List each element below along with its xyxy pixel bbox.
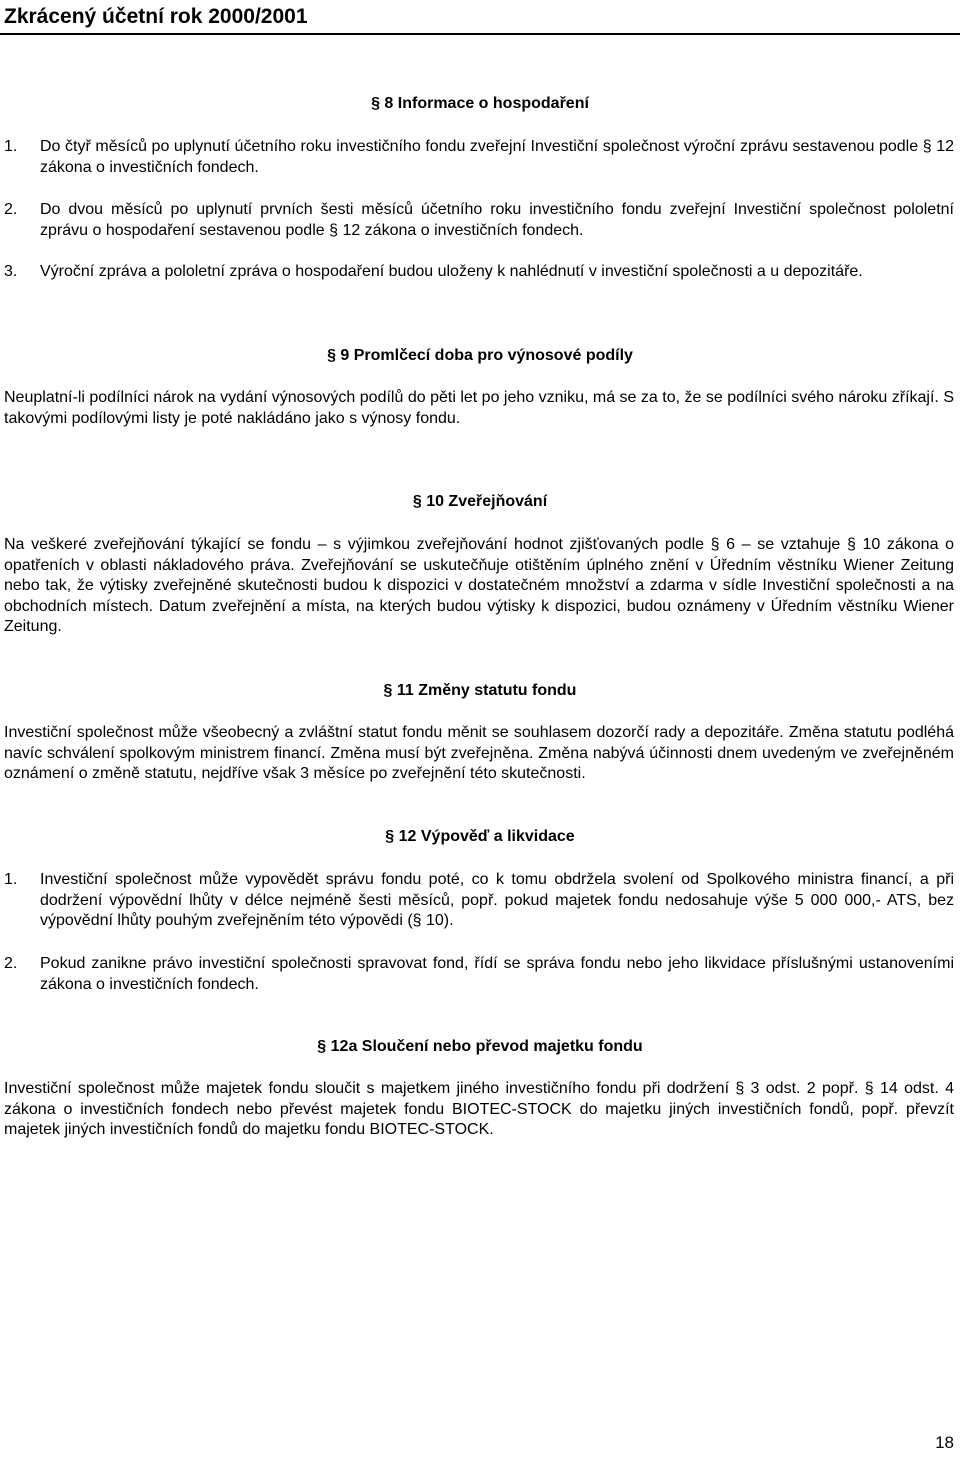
list-item-text: Do dvou měsíců po uplynutí prvních šesti měsíců účetního roku investičního fondu zveřejní Investiční společnost pololetní zprávu o hospodaření sestavenou podle § 12 zákona o investičních fondech. — [40, 201, 954, 239]
section-12-heading-text: § 12 Výpověď a likvidace — [385, 828, 575, 845]
section-12a-heading — [0, 1037, 960, 1057]
section-9-paragraph: Neuplatní-li podílníci nárok na vydání výnosových podílů do pěti let po jeho vzniku, má se za to, že se podílníci svého nároku zříkají. S takovými podílovými listy je poté nakládáno jako s výnosy fondu. — [4, 389, 954, 427]
section-9-heading-text: § 9 Promlčecí doba pro výnosové podíly — [327, 347, 633, 364]
section-11-heading-text: § 11 Změny statutu fondu — [383, 682, 577, 699]
section-12-item-2 — [4, 954, 954, 995]
list-number: 2. — [4, 955, 18, 972]
section-8-item-3 — [4, 262, 954, 283]
section-8-item-1 — [4, 137, 954, 178]
section-12a-heading-text: § 12a Sloučení nebo převod majetku fondu — [317, 1038, 643, 1055]
list-item-text: Do čtyř měsíců po uplynutí účetního roku investičního fondu zveřejní Investiční společnost výroční zprávu sestavenou podle § 12 zákona o investičních fondech. — [40, 138, 954, 176]
section-11-heading — [0, 681, 960, 701]
section-11-paragraph: Investiční společnost může všeobecný a zvláštní statut fondu měnit se souhlasem dozorčí rady a depozitáře. Změna statutu podléhá navíc schválení spolkovým ministrem financí. Změna musí být zveřejněna. Změna nabývá účinnosti dnem uvedeným ve zveřejněném oznámení o změně statutu, nejdříve však 3 měsíce po zveřejnění této skutečnosti. — [4, 724, 954, 782]
section-12-item-1 — [4, 870, 954, 932]
section-12a-paragraph: Investiční společnost může majetek fondu sloučit s majetkem jiného investičního fondu při dodržení § 3 odst. 2 popř. § 14 odst. 4 zákona o investičních fondech nebo převést majetek fondu BIOTEC-STOCK do majetku jiných investičních fondů, popř. převzít majetek jiných investičních fondů do majetku fondu BIOTEC-STOCK. — [4, 1080, 954, 1138]
document-header-title: Zkrácený účetní rok 2000/2001 — [4, 5, 308, 28]
section-8-item-2 — [4, 200, 954, 241]
section-8-heading — [0, 94, 960, 114]
section-12-heading — [0, 827, 960, 847]
list-number: 3. — [4, 263, 18, 280]
list-item-text: Výroční zpráva a pololetní zpráva o hospodaření budou uloženy k nahlédnutí v investiční společnosti a u depozitáře. — [40, 263, 863, 280]
section-10-heading — [0, 492, 960, 512]
list-number: 2. — [4, 201, 18, 218]
section-10-heading-text: § 10 Zveřejňování — [412, 493, 548, 510]
header-divider — [0, 33, 960, 35]
section-8-heading-text: § 8 Informace o hospodaření — [371, 95, 589, 112]
page-number: 18 — [935, 1433, 954, 1452]
list-item-text: Pokud zanikne právo investiční společnosti spravovat fond, řídí se správa fondu nebo jeho likvidace příslušnými ustanoveními zákona o investičních fondech. — [40, 955, 954, 993]
section-10-paragraph: Na veškeré zveřejňování týkající se fondu – s výjimkou zveřejňování hodnot zjišťovaných podle § 6 – se vztahuje § 10 zákona o opatřeních v oblasti nákladového práva. Zveřejňování se uskutečňuje otištěním úplného znění v Úředním věstníku Wiener Zeitung nebo tak, že výtisky zveřejněné skutečnosti budou k dispozici v dostatečném množství a zdarma v sídle Investiční společnosti a na obchodních místech. Datum zveřejnění a místa, na kterých budou výtisky k dispozici, budou oznámeny v Úředním věstníku Wiener Zeitung. — [4, 536, 954, 635]
list-number: 1. — [4, 871, 18, 888]
section-9-heading — [0, 346, 960, 366]
list-item-text: Investiční společnost může vypovědět správu fondu poté, co k tomu obdržela svolení od Spolkového ministra financí, a při dodržení výpovědní lhůty v délce nejméně šesti měsíců, popř. pokud majetek fondu nedosahuje výše 5 000 000,- ATS, bez výpovědní lhůty pouhým zveřejněním této výpovědi (§ 10). — [40, 871, 954, 929]
list-number: 1. — [4, 138, 18, 155]
